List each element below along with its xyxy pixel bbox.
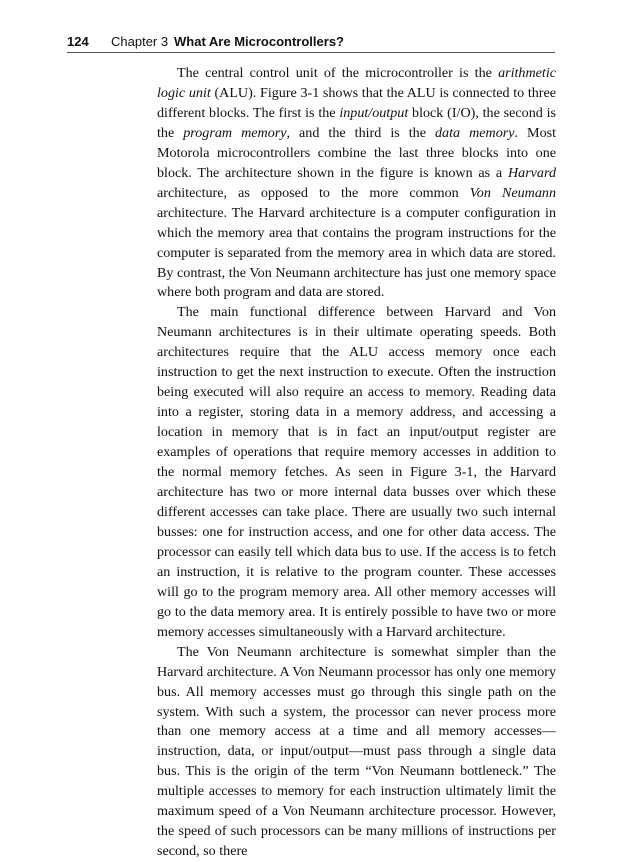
chapter-label: Chapter 3 bbox=[111, 34, 169, 49]
paragraph-alu bbox=[157, 64, 556, 303]
text-run: The central control unit of the microcontroller is the bbox=[177, 65, 499, 81]
running-head bbox=[67, 30, 555, 53]
chapter-title: What Are Microcontrollers? bbox=[174, 34, 344, 49]
body-text bbox=[157, 64, 556, 862]
text-run: . Most Motorola microcontrollers combine the last three blocks into one block. The architecture shown in the figure is known as a bbox=[157, 124, 557, 181]
text-run: architecture, as opposed to the more common bbox=[157, 184, 470, 201]
term-input-output: input/output bbox=[339, 104, 409, 121]
term-von-neumann: Von Neumann bbox=[469, 184, 557, 201]
term-data-memory: data memory bbox=[435, 124, 515, 141]
text-run: The main functional difference between Harvard and Von Neumann architectures is in their ultimate operating speeds. Both architectures require that the ALU access memory once each instruction to get the next instruction to execute. Often the instruction being executed will also require an access to memory. Reading data into a register, storing data in a memory address, and accessing a location in memory that is in fact an input/output register are examples of operations that require memory accesses in addition to the normal memory fetches. As seen in Figure 3-1, the Harvard architecture has two or more internal data busses over which these different accesses can take place. There are usually two such internal busses: one for instruction access, and one for other data access. The processor can easily tell which data bus to use. If the access is to fetch an instruction, it is relative to the program counter. These accesses will go to the program memory area. All other memory accesses will go to the data memory area. It is entirely possible to have two or more memory accesses simultaneously with a Harvard architecture. bbox=[157, 304, 556, 640]
text-run: block (I/O), the second is the bbox=[157, 104, 556, 141]
text-run: The Von Neumann architecture is somewhat simpler than the Harvard architecture. A Von Neumann processor has only one memory bus. All memory accesses must go through this single path on the system. With such a system, the processor can never process more than one memory access at a time and all memory accesses—instruction, data, or input/output—must pass through a single data bus. This is the origin of the term “Von Neumann bottleneck.” The multiple accesses to memory for each instruction ultimately limit the maximum speed of a Von Neumann architecture processor. However, the speed of such processors can be many millions of instructions per second, so there bbox=[157, 643, 556, 860]
term-program-memory: program memory bbox=[183, 124, 287, 141]
text-run: architecture. The Harvard architecture is a computer configuration in which the memory area that contains the program instructions for the computer is separated from the memory area in which data are stored. By contrast, the Von Neumann architecture has just one memory space where both program and data are stored. bbox=[157, 204, 556, 301]
paragraph-von-neumann bbox=[157, 643, 556, 862]
text-run: , and the third is the bbox=[286, 124, 435, 141]
term-arithmetic-logic-unit: arithmetic logic unit bbox=[157, 65, 556, 101]
paragraph-speed bbox=[157, 303, 556, 642]
term-harvard: Harvard bbox=[507, 164, 556, 181]
page-number: 124 bbox=[67, 34, 89, 49]
text-run: (ALU). Figure 3-1 shows that the ALU is connected to three different blocks. The first is the bbox=[157, 84, 556, 121]
